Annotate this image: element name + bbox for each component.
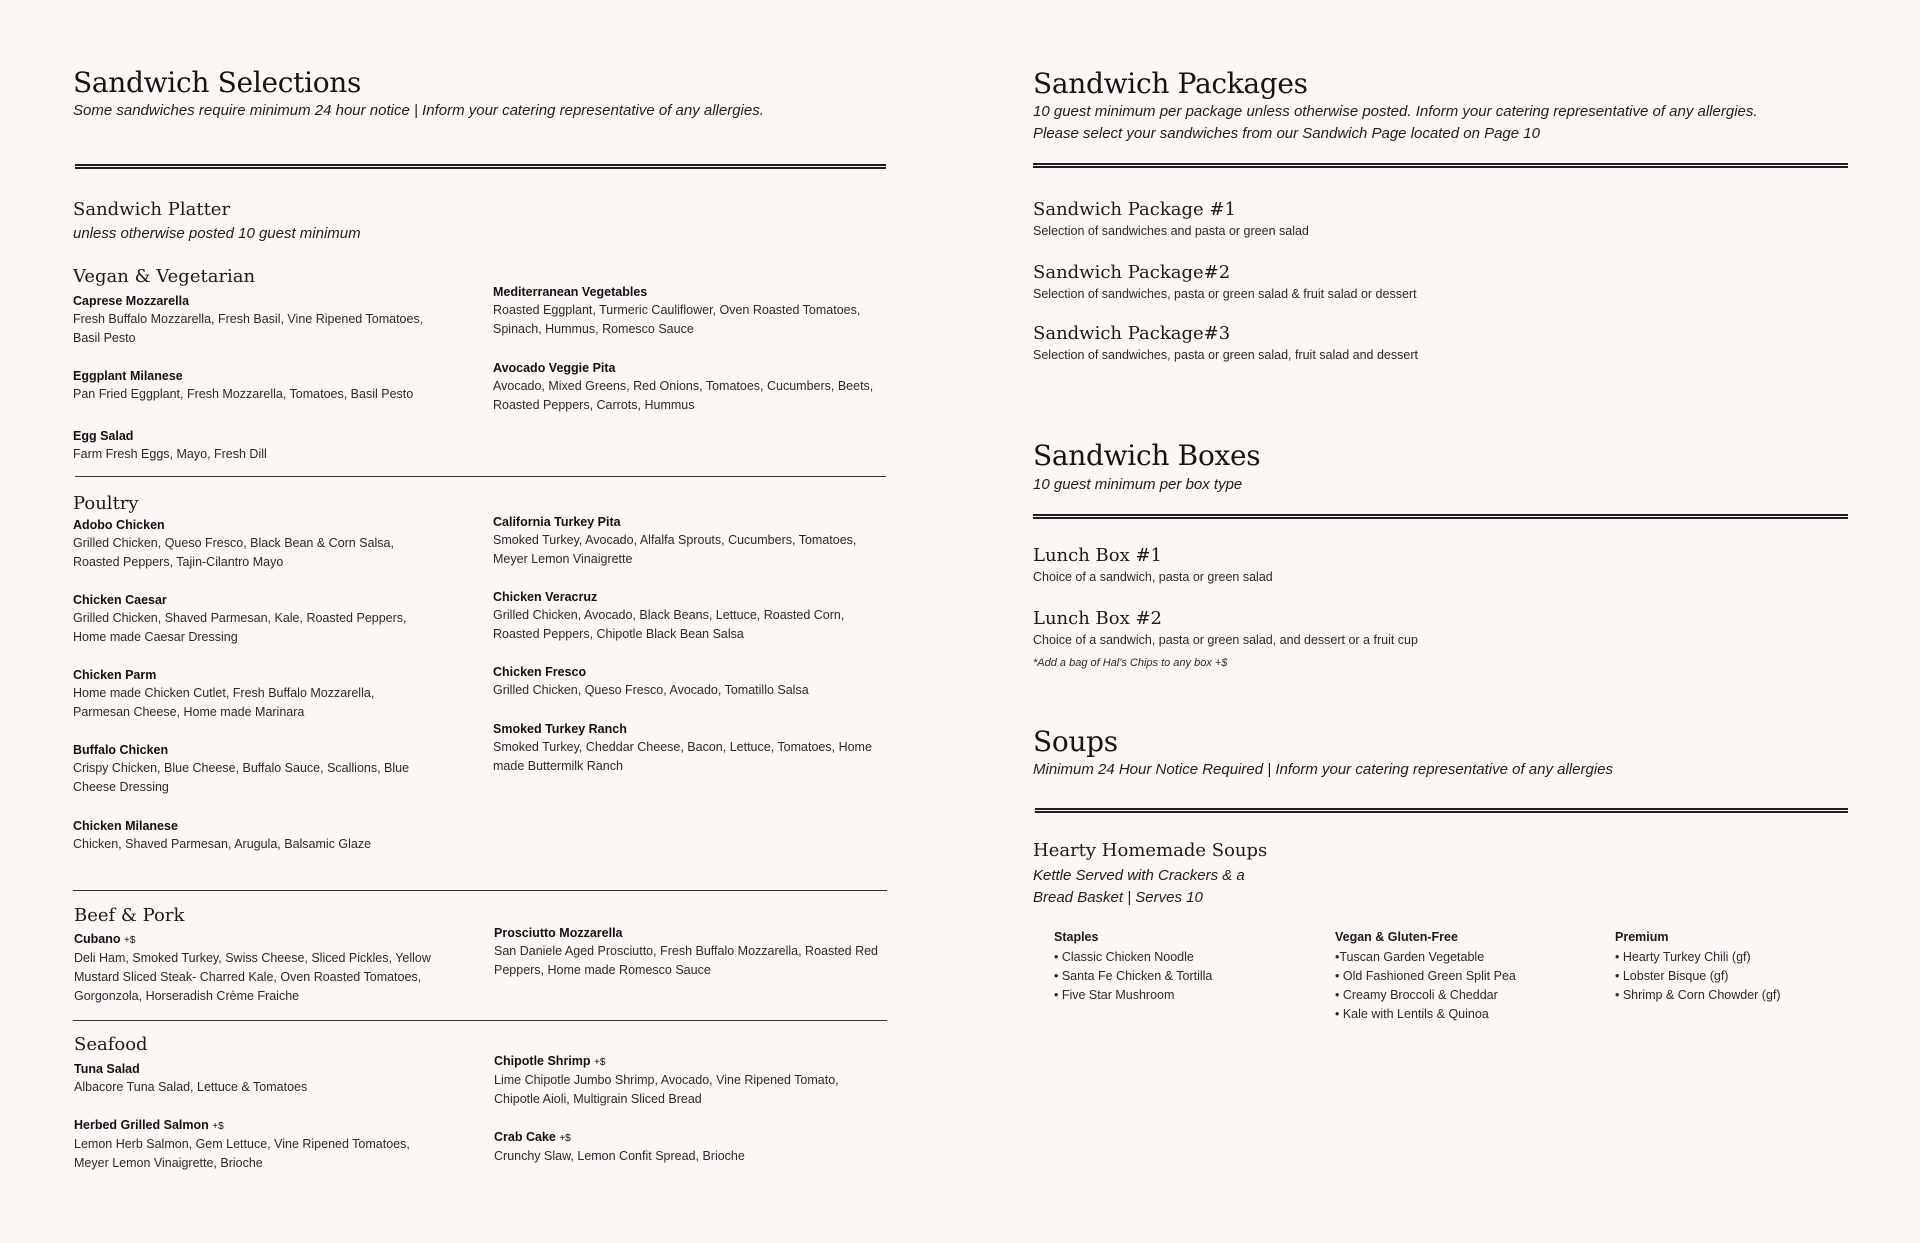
box-desc: Choice of a sandwich, pasta or green salad, and dessert or a fruit cup <box>1033 633 1418 647</box>
sandwich-selections-subtitle: Some sandwiches require minimum 24 hour notice | Inform your catering representative of any allergies. <box>73 102 764 119</box>
item-name: Egg Salad <box>73 429 134 443</box>
menu-item <box>73 517 433 572</box>
box-name: Lunch Box #2 <box>1033 608 1163 629</box>
menu-item <box>74 1061 434 1097</box>
item-desc: Grilled Chicken, Shaved Parmesan, Kale, Roasted Peppers, Home made Caesar Dressing <box>73 611 407 644</box>
item-name <box>74 931 454 949</box>
section-divider <box>1035 808 1848 813</box>
package-name: Sandwich Package#2 <box>1033 262 1231 283</box>
section-divider <box>75 164 886 169</box>
item-name: Avocado Veggie Pita <box>493 361 616 375</box>
item-name <box>494 1129 884 1147</box>
package-item <box>1033 199 1309 238</box>
packages-subtitle-2: Please select your sandwiches from our Sandwich Page located on Page 10 <box>1033 125 1540 142</box>
package-name: Sandwich Package#3 <box>1033 323 1231 344</box>
item-name: Chicken Milanese <box>73 819 178 833</box>
item-desc: Lime Chipotle Jumbo Shrimp, Avocado, Vine Ripened Tomato, Chipotle Aioli, Multigrain Sliced Bread <box>494 1073 839 1106</box>
soup-item: • Lobster Bisque (gf) <box>1615 969 1729 983</box>
item-name: California Turkey Pita <box>493 515 621 529</box>
item-name: Chicken Veracruz <box>493 590 598 604</box>
menu-item <box>73 818 433 854</box>
soup-column-head: Vegan & Gluten-Free <box>1335 930 1458 944</box>
box-item <box>1033 608 1418 647</box>
menu-item <box>493 514 883 569</box>
item-desc: Grilled Chicken, Queso Fresco, Black Bean & Corn Salsa, Roasted Peppers, Tajin-Cilantro Mayo <box>73 536 394 569</box>
soup-column-head: Staples <box>1054 930 1099 944</box>
box-desc: Choice of a sandwich, pasta or green salad <box>1033 570 1273 584</box>
soup-item: • Classic Chicken Noodle <box>1054 950 1194 964</box>
soups-title: Soups <box>1033 725 1118 758</box>
soup-column-vegan <box>1335 930 1516 1024</box>
menu-item <box>73 428 433 464</box>
menu-item <box>74 1117 434 1173</box>
item-desc: Grilled Chicken, Queso Fresco, Avocado, Tomatillo Salsa <box>493 683 809 697</box>
boxes-subtitle: 10 guest minimum per box type <box>1033 476 1243 493</box>
menu-item <box>493 284 883 339</box>
box-item <box>1033 545 1273 584</box>
sandwich-packages-title: Sandwich Packages <box>1033 67 1308 100</box>
item-desc: Crunchy Slaw, Lemon Confit Spread, Brioche <box>494 1149 745 1163</box>
soup-item: • Santa Fe Chicken & Tortilla <box>1054 969 1213 983</box>
category-divider <box>75 476 886 477</box>
item-desc: Albacore Tuna Salad, Lettuce & Tomatoes <box>74 1080 308 1094</box>
item-desc: Crispy Chicken, Blue Cheese, Buffalo Sauce, Scallions, Blue Cheese Dressing <box>73 761 410 794</box>
section-divider <box>1033 163 1848 168</box>
item-name <box>494 1053 884 1071</box>
menu-item <box>73 592 433 647</box>
item-desc: Lemon Herb Salmon, Gem Lettuce, Vine Ripened Tomatoes, Meyer Lemon Vinaigrette, Brioche <box>74 1137 410 1170</box>
package-desc: Selection of sandwiches and pasta or green salad <box>1033 224 1309 238</box>
package-item <box>1033 262 1417 301</box>
package-item <box>1033 323 1418 362</box>
hearty-soups-sub-1: Kettle Served with Crackers & a <box>1033 867 1245 884</box>
item-name: Buffalo Chicken <box>73 743 169 757</box>
menu-item <box>73 667 433 722</box>
item-name: Smoked Turkey Ranch <box>493 722 627 736</box>
item-name: Chicken Parm <box>73 668 157 682</box>
hearty-soups-title: Hearty Homemade Soups <box>1033 840 1268 861</box>
item-name-text: Cubano <box>74 932 121 946</box>
menu-item <box>73 293 433 348</box>
packages-subtitle-1: 10 guest minimum per package unless otherwise posted. Inform your catering representative of any allergies. <box>1033 103 1758 120</box>
price-extra: +$ <box>124 935 136 946</box>
hearty-soups-sub-2: Bread Basket | Serves 10 <box>1033 889 1203 906</box>
item-name-text: Crab Cake <box>494 1130 556 1144</box>
item-name <box>74 1117 434 1135</box>
menu-item <box>494 1129 884 1166</box>
category-divider <box>73 890 887 891</box>
menu-item <box>73 742 433 797</box>
sandwich-selections-title: Sandwich Selections <box>73 66 362 99</box>
item-desc: Chicken, Shaved Parmesan, Arugula, Balsamic Glaze <box>73 837 372 851</box>
menu-item <box>493 664 883 700</box>
package-desc: Selection of sandwiches, pasta or green salad & fruit salad or dessert <box>1033 287 1417 301</box>
soup-item: • Creamy Broccoli & Cheddar <box>1335 988 1498 1002</box>
item-name: Chicken Fresco <box>493 665 587 679</box>
item-desc: Smoked Turkey, Avocado, Alfalfa Sprouts, Cucumbers, Tomatoes, Meyer Lemon Vinaigrette <box>493 533 857 566</box>
item-desc: Grilled Chicken, Avocado, Black Beans, Lettuce, Roasted Corn, Roasted Peppers, Chipotle Black Bean Salsa <box>493 608 845 641</box>
price-extra: +$ <box>212 1121 224 1132</box>
soup-item: • Shrimp & Corn Chowder (gf) <box>1615 988 1781 1002</box>
item-name-text: Herbed Grilled Salmon <box>74 1118 209 1132</box>
item-name: Mediterranean Vegetables <box>493 285 648 299</box>
soup-column-head: Premium <box>1615 930 1669 944</box>
item-name: Caprese Mozzarella <box>73 294 190 308</box>
item-desc: Fresh Buffalo Mozzarella, Fresh Basil, Vine Ripened Tomatoes, Basil Pesto <box>73 312 424 345</box>
category-poultry: Poultry <box>73 493 139 514</box>
item-desc: Avocado, Mixed Greens, Red Onions, Tomatoes, Cucumbers, Beets, Roasted Peppers, Carrots, Hummus <box>493 379 874 412</box>
menu-item <box>493 589 883 644</box>
category-seafood: Seafood <box>74 1034 148 1055</box>
item-name-text: Chipotle Shrimp <box>494 1054 591 1068</box>
menu-item <box>494 1053 884 1109</box>
platter-subtitle: unless otherwise posted 10 guest minimum <box>73 225 361 242</box>
section-divider <box>1033 514 1848 519</box>
item-name: Tuna Salad <box>74 1062 140 1076</box>
sandwich-boxes-title: Sandwich Boxes <box>1033 439 1261 472</box>
item-desc: Roasted Eggplant, Turmeric Cauliflower, Oven Roasted Tomatoes, Spinach, Hummus, Romesco Sauce <box>493 303 861 336</box>
item-desc: Smoked Turkey, Cheddar Cheese, Bacon, Lettuce, Tomatoes, Home made Buttermilk Ranch <box>493 740 872 773</box>
soup-item: • Old Fashioned Green Split Pea <box>1335 969 1516 983</box>
soup-column-staples <box>1054 930 1212 1005</box>
item-name: Adobo Chicken <box>73 518 165 532</box>
soup-column-premium <box>1615 930 1781 1005</box>
price-extra: +$ <box>559 1133 571 1144</box>
item-name: Prosciutto Mozzarella <box>494 926 623 940</box>
category-divider <box>73 1020 887 1021</box>
soup-item: • Kale with Lentils & Quinoa <box>1335 1007 1489 1021</box>
category-beef-pork: Beef & Pork <box>74 905 185 926</box>
category-vegan-vegetarian: Vegan & Vegetarian <box>73 266 256 287</box>
item-desc: San Daniele Aged Prosciutto, Fresh Buffalo Mozzarella, Roasted Red Peppers, Home made Romesco Sauce <box>494 944 879 977</box>
item-name: Eggplant Milanese <box>73 369 183 383</box>
menu-item <box>73 368 433 404</box>
item-desc: Pan Fried Eggplant, Fresh Mozzarella, Tomatoes, Basil Pesto <box>73 387 414 401</box>
price-extra: +$ <box>594 1057 606 1068</box>
menu-item <box>494 925 884 980</box>
menu-item <box>493 721 883 776</box>
platter-title: Sandwich Platter <box>73 199 231 220</box>
package-name: Sandwich Package #1 <box>1033 199 1236 220</box>
menu-item <box>493 360 883 415</box>
menu-item <box>74 931 454 1006</box>
item-desc: Deli Ham, Smoked Turkey, Swiss Cheese, Sliced Pickles, Yellow Mustard Sliced Steak- Charred Kale, Oven Roasted Tomatoes, Gorgonzola, Horseradish Crème Fraiche <box>74 951 431 1003</box>
item-desc: Farm Fresh Eggs, Mayo, Fresh Dill <box>73 447 267 461</box>
soup-item: • Hearty Turkey Chili (gf) <box>1615 950 1751 964</box>
soups-subtitle: Minimum 24 Hour Notice Required | Inform your catering representative of any allergies <box>1033 761 1613 778</box>
item-desc: Home made Chicken Cutlet, Fresh Buffalo Mozzarella, Parmesan Cheese, Home made Marinara <box>73 686 375 719</box>
box-name: Lunch Box #1 <box>1033 545 1163 566</box>
soup-item: • Five Star Mushroom <box>1054 988 1175 1002</box>
box-note: *Add a bag of Hal's Chips to any box +$ <box>1033 657 1228 669</box>
soup-item: •Tuscan Garden Vegetable <box>1335 950 1485 964</box>
package-desc: Selection of sandwiches, pasta or green salad, fruit salad and dessert <box>1033 348 1418 362</box>
item-name: Chicken Caesar <box>73 593 167 607</box>
